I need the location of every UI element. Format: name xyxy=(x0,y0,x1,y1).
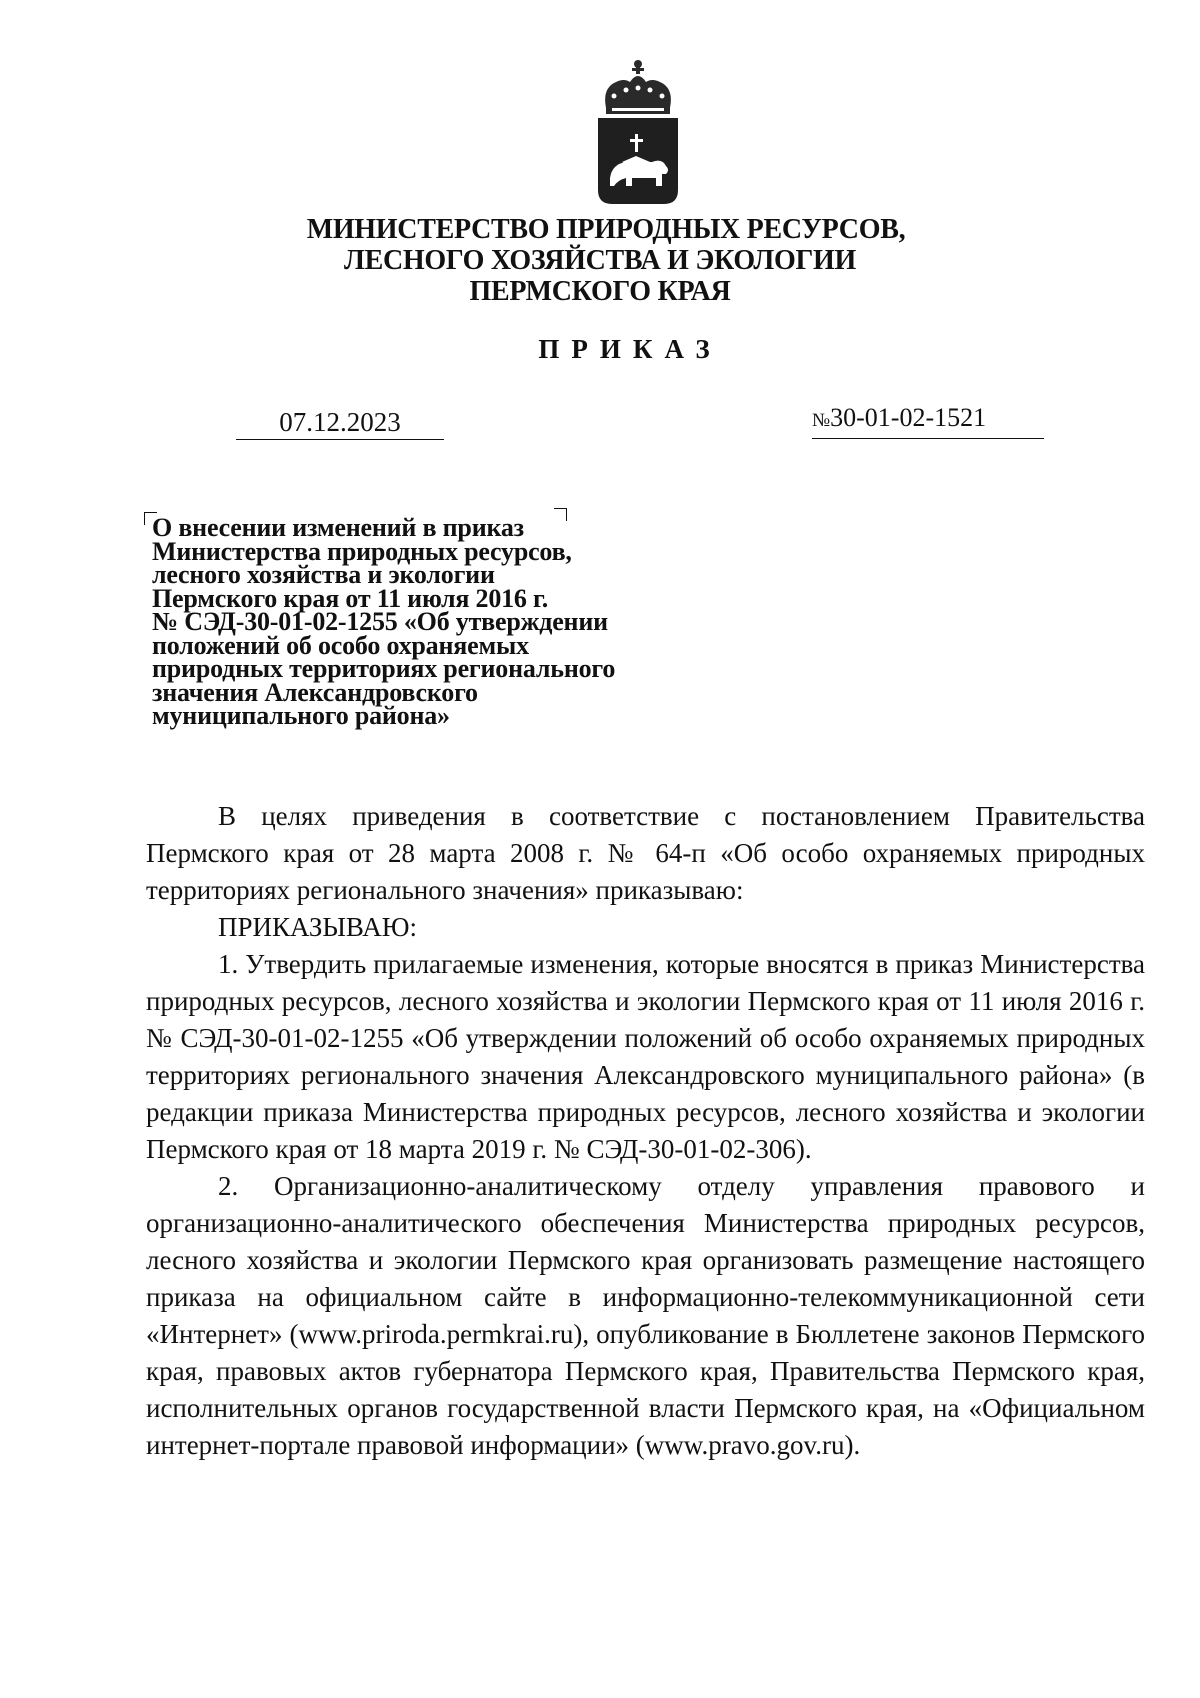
document-date: 07.12.2023 xyxy=(236,406,444,440)
subject-line: природных территориях регионального xyxy=(152,654,616,683)
subject-line: положений об особо охраняемых xyxy=(152,630,529,660)
subject-line: Пермского края от 11 июля 2016 г. xyxy=(152,583,549,613)
ministry-name xyxy=(0,214,1200,307)
subject-line: значения Александровского xyxy=(152,677,478,707)
subject-line: лесного хозяйства и экологии xyxy=(152,560,495,589)
order-word: ПРИКАЗЫВАЮ: xyxy=(218,912,417,942)
subject-line: № СЭД-30-01-02-1255 «Об утверждении xyxy=(152,607,608,636)
document-subject xyxy=(152,513,616,730)
number-sign: № xyxy=(812,410,831,431)
order-item: 1. Утвердить прилагаемые изменения, которые вносятся в приказ Министерства природных ресурсов, лесного хозяйства и экологии Пермского края от 11 июля 2016 г. № СЭД-30-01-02-1255 «Об утверждении положений об особо охраняемых природных территориях регионального значения Александровского муниципального района» (в редакции приказа Министерства природных ресурсов, лесного хозяйства и экологии Пермского края от 18 марта 2019 г. № СЭД-30-01-02-306). xyxy=(146,949,1145,1164)
order-item: 2. Организационно-аналитическому отделу управления правового и организационно-аналитического обеспечения Министерства природных ресурсов, лесного хозяйства и экологии Пермского края организовать размещение настоящего приказа на официальном сайте в информационно-телекоммуникационной сети «Интернет» (www.priroda.permkrai.ru), опубликование в Бюллетене законов Пермского края, правовых актов губернатора Пермского края, Правительства Пермского края, исполнительных органов государственной власти Пермского края, на «Официальном интернет-портале правовой информации» (www.pravo.gov.ru). xyxy=(146,1171,1145,1460)
ministry-name-line: МИНИСТЕРСТВО ПРИРОДНЫХ РЕСУРСОВ, xyxy=(306,214,906,245)
preamble-paragraph: В целях приведения в соответствие с постановлением Правительства Пермского края от 28 марта 2008 г. № 64-п «Об особо охраняемых природных территориях регионального значения» приказываю: xyxy=(146,801,1145,905)
document-body xyxy=(146,798,1145,1464)
ministry-name-line: ПЕРМСКОГО КРАЯ xyxy=(469,276,731,307)
document-type-title: ПРИКАЗ xyxy=(538,334,722,364)
subject-line: Министерства природных ресурсов, xyxy=(152,536,572,566)
perm-krai-coat-of-arms-icon xyxy=(592,58,684,210)
subject-line: О внесении изменений в приказ xyxy=(152,513,524,542)
subject-line: муниципального района» xyxy=(152,701,450,730)
document-number xyxy=(812,402,1044,439)
ministry-name-line: ЛЕСНОГО ХОЗЯЙСТВА И ЭКОЛОГИИ xyxy=(344,245,856,276)
number-value: 30-01-02-1521 xyxy=(830,403,987,432)
